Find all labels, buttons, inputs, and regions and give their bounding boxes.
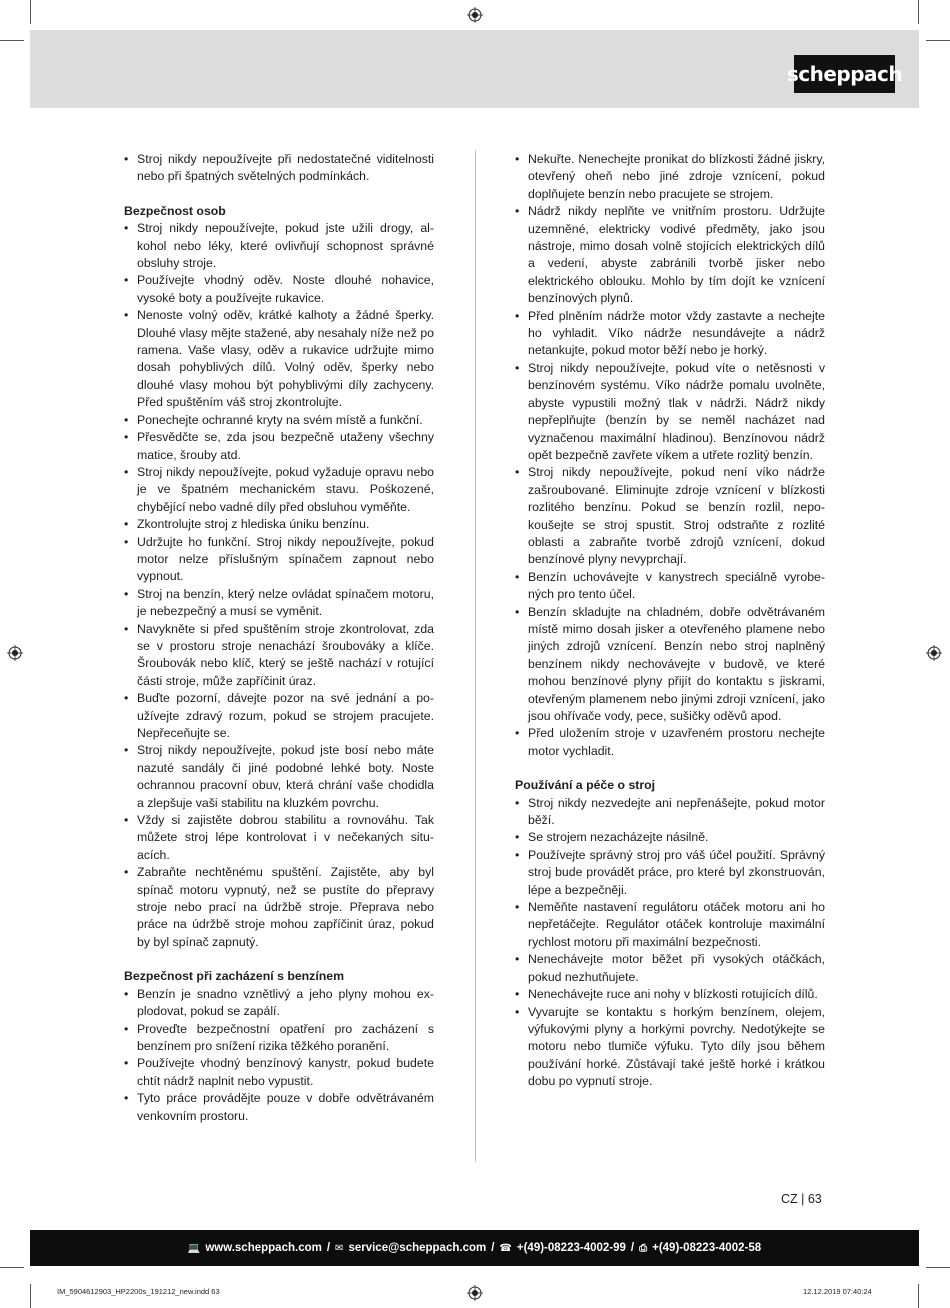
list-item: • Přesvědčte se, zda jsou bezpečně utaženy všechny matice, šrouby atd. xyxy=(124,429,434,464)
brand-logo: scheppach xyxy=(794,55,895,93)
list-item: • Buďte pozorní, dávejte pozor na své jednání a používejte zdravý rozum, pokud se strojem pracujete. Nepřeceňujte se. xyxy=(124,690,434,742)
footer-separator: / xyxy=(491,1242,495,1254)
list-item: • Navykněte si před spuštěním stroje zkontrolovat, zda se v prostoru stroje nenachází šroubováky a klíče. Šroubovák nebo klíč, který se ještě nachází v rotující části stroje, může zapříčinit úraz. xyxy=(124,621,434,691)
crop-mark xyxy=(0,40,24,41)
left-column xyxy=(124,151,434,1125)
registration-mark-icon xyxy=(926,645,942,661)
list-item: • Stroj nikdy nepoužívejte, pokud víte o netěsnosti v benzínovém systému. Víko nádrže pomalu uvolněte, abyste vypustili možný tlak v nádrži. Nádrž nikdy nepřeplňujte (benzín by se neměl nacházet nad vyznačenou maximální hladinou). Benzínovou nádrž opět bezpečně zavřete víkem a utřete rozlitý benzín. xyxy=(515,360,825,464)
mail-icon: ✉ xyxy=(335,1242,344,1254)
list-item: • Zabraňte nechtěnému spuštění. Zajistěte, aby byl spínač motoru vypnutý, než se pustíte do přepravy stroje nebo prací na údržbě stroje. Přeprava nebo práce na údržbě stroje mohou zapříčinit úraz, pokud by byl spínač zapnutý. xyxy=(124,864,434,951)
list-item: • Nenechávejte ruce ani nohy v blízkosti rotujících dílů. xyxy=(515,986,825,1003)
personal-safety-list xyxy=(124,220,434,951)
list-item: • Používejte správný stroj pro váš účel použití. Správný stroj bude provádět práce, pro které byl zkonstruován, lépe a bezpečněji. xyxy=(515,847,825,899)
phone-icon: ☎ xyxy=(499,1242,512,1254)
crop-mark xyxy=(926,40,950,41)
list-item: • Proveďte bezpečnostní opatření pro zacházení s benzínem pro snížení rizika těžkého poranění. xyxy=(124,1021,434,1056)
list-item: • Stroj na benzín, který nelze ovládat spínačem motoru, je nebezpečný a musí se vyměnit. xyxy=(124,586,434,621)
right-column xyxy=(515,151,825,1091)
slug-filename: IM_5904612903_HP2200s_191212_new.indd 63 xyxy=(57,1287,220,1296)
use-and-care-list xyxy=(515,795,825,1091)
list-item: • Vždy si zajistěte dobrou stabilitu a rovnováhu. Tak můžete stroj lépe kontrolovat i v nečekaných situacích. xyxy=(124,812,434,864)
fuel-safety-list-continued xyxy=(515,151,825,760)
header-band xyxy=(30,30,919,108)
list-item: • Udržujte ho funkční. Stroj nikdy nepoužívejte, pokud motor nelze příslušným spínačem zapnout nebo vypnout. xyxy=(124,534,434,586)
list-item: • Nekuřte. Nenechejte pronikat do blízkosti žádné jiskry, otevřený oheň nebo jiné zdroje vznícení, pokud doplňujete benzín nebo pracujete se strojem. xyxy=(515,151,825,203)
list-item: • Před plněním nádrže motor vždy zastavte a nechejte ho vyhladit. Víko nádrže nesundávejte a nádrž netankujte, pokud motor běží nebo je horký. xyxy=(515,308,825,360)
crop-mark xyxy=(30,1284,31,1308)
footer-email[interactable]: service@scheppach.com xyxy=(348,1242,487,1254)
crop-mark xyxy=(30,0,31,24)
list-item: • Neměňte nastavení regulátoru otáček motoru ani ho nepřetáčejte. Regulátor otáček kontroluje maximální rychlost motoru při maximální bezpečnosti. xyxy=(515,899,825,951)
footer-bar xyxy=(30,1230,919,1266)
list-item: • Ponechejte ochranné kryty na svém místě a funkční. xyxy=(124,412,434,429)
crop-mark xyxy=(0,1267,24,1268)
list-item: • Benzín skladujte na chladném, dobře odvětrávaném místě mimo dosah jisker a otevřeného plamene nebo jiných zdrojů vznícení. Benzín nebo stroj naplněný benzínem nikdy nechovávejte v budově, ve které mohou benzínové plyny přijít do kontaktu s jiskrami, otevřeným plamenem nebo jinými zdroji vznícení, jako jsou ohřívače vody, pece, sušičky oděvů apod. xyxy=(515,604,825,726)
list-item: • Zkontrolujte stroj z hlediska úniku benzínu. xyxy=(124,516,434,533)
footer-separator: / xyxy=(326,1242,331,1254)
list-item: • Nenoste volný oděv, krátké kalhoty a žádné šperky. Dlouhé vlasy mějte stažené, aby nesahaly níže než po ramena. Vaše vlasy, oděv a rukavice udržujte mimo dosah pohyblivých dílů. Volný oděv, šperky nebo dlouhé vlasy mohou být pohyblivými díly zachyceny. Před spuštěním váš stroj zkontrolujte. xyxy=(124,307,434,411)
crop-mark xyxy=(926,1267,950,1268)
list-item: • Nenechávejte motor běžet při vysokých otáčkách, pokud nezhutňujete. xyxy=(515,951,825,986)
slug-date: 12.12.2019 07:40:24 xyxy=(803,1287,872,1296)
intro-list xyxy=(124,151,434,186)
fuel-safety-list xyxy=(124,986,434,1125)
list-item: • Vyvarujte se kontaktu s horkým benzínem, olejem, výfukovými plyny a horkými povrchy. Nedotýkejte se motoru nebo tlumiče výfuku. Tyto díly jsou během používání horké. Zůstávají také ještě horké i krátkou dobu po vypnutí stroje. xyxy=(515,1004,825,1091)
section-heading-use-and-care: Používání a péče o stroj xyxy=(515,778,656,793)
crop-mark xyxy=(918,1284,919,1308)
fax-icon: ⎙ xyxy=(639,1242,648,1254)
page-number: CZ | 63 xyxy=(781,1192,822,1206)
column-divider xyxy=(475,150,476,1162)
computer-icon: 💻 xyxy=(187,1242,201,1254)
list-item: • Používejte vhodný benzínový kanystr, pokud budete chtít nádrž naplnit nebo vypustit. xyxy=(124,1055,434,1090)
list-item: • Tyto práce provádějte pouze v dobře odvětrávaném venkovním prostoru. xyxy=(124,1090,434,1125)
list-item: • Používejte vhodný oděv. Noste dlouhé nohavice, vysoké boty a používejte rukavice. xyxy=(124,272,434,307)
registration-mark-icon xyxy=(467,1285,483,1301)
list-item: • Stroj nikdy nepoužívejte při nedostatečné viditelnosti nebo při špatných světelných podmínkách. xyxy=(124,151,434,186)
footer-phone: +(49)-08223-4002-99 xyxy=(516,1242,626,1254)
footer-fax: +(49)-08223-4002-58 xyxy=(652,1242,762,1254)
list-item: • Nádrž nikdy neplňte ve vnitřním prostoru. Udržujte uzemněné, elektricky vodivé předměty, jako jsou nástroje, mimo dosah volně stojících elektrických dílů a vedení, abyste zabránili tvorbě jisker nebo elektrického oblouku. Mohlo by tím dojít ke vznícení benzínových plynů. xyxy=(515,203,825,307)
list-item: • Benzín je snadno vznětlivý a jeho plyny mohou explodovat, pokud se zapálí. xyxy=(124,986,434,1021)
section-heading-fuel-safety: Bezpečnost při zacházení s benzínem xyxy=(124,969,345,984)
footer-separator: / xyxy=(630,1242,635,1254)
section-heading-personal-safety: Bezpečnost osob xyxy=(124,203,226,218)
list-item: • Benzín uchovávejte v kanystrech speciálně vyrobených pro tento účel. xyxy=(515,569,825,604)
list-item: • Stroj nikdy nepoužívejte, pokud vyžaduje opravu nebo je ve špatném mechanickém stavu. Pośkozené, chybějící nebo vadné díly před obsluhou vyměňte. xyxy=(124,464,434,516)
list-item: • Stroj nikdy nepoužívejte, pokud jste užili drogy, alkohol nebo léky, které ovlivňují schopnost správné obsluhy stroje. xyxy=(124,220,434,272)
list-item: • Se strojem nezacházejte násilně. xyxy=(515,829,825,846)
footer-website[interactable]: www.scheppach.com xyxy=(205,1242,322,1254)
list-item: • Stroj nikdy nepoužívejte, pokud jste bosí nebo máte nazuté sandály či jiné podobné lehké boty. Noste ochrannou pracovní obuv, která chrání vaše chodidla a zlepšuje vaši stabilitu na kluzkém povrchu. xyxy=(124,742,434,812)
list-item: • Před uložením stroje v uzavřeném prostoru nechejte motor vychladit. xyxy=(515,725,825,760)
registration-mark-icon xyxy=(7,645,23,661)
list-item: • Stroj nikdy nepoužívejte, pokud není víko nádrže zašroubované. Eliminujte zdroje vznícení v blízkosti rozlitého benzínu. Pokud se benzín rozlil, nepokoušejte se stroj spustit. Stroj odstraňte z rozlité oblasti a zabraňte tvorbě zdrojů vznícení, dokud benzínové plyny nevyprchají. xyxy=(515,464,825,568)
crop-mark xyxy=(918,0,919,24)
list-item: • Stroj nikdy nezvedejte ani nepřenášejte, pokud motor běží. xyxy=(515,795,825,830)
registration-mark-icon xyxy=(467,7,483,23)
